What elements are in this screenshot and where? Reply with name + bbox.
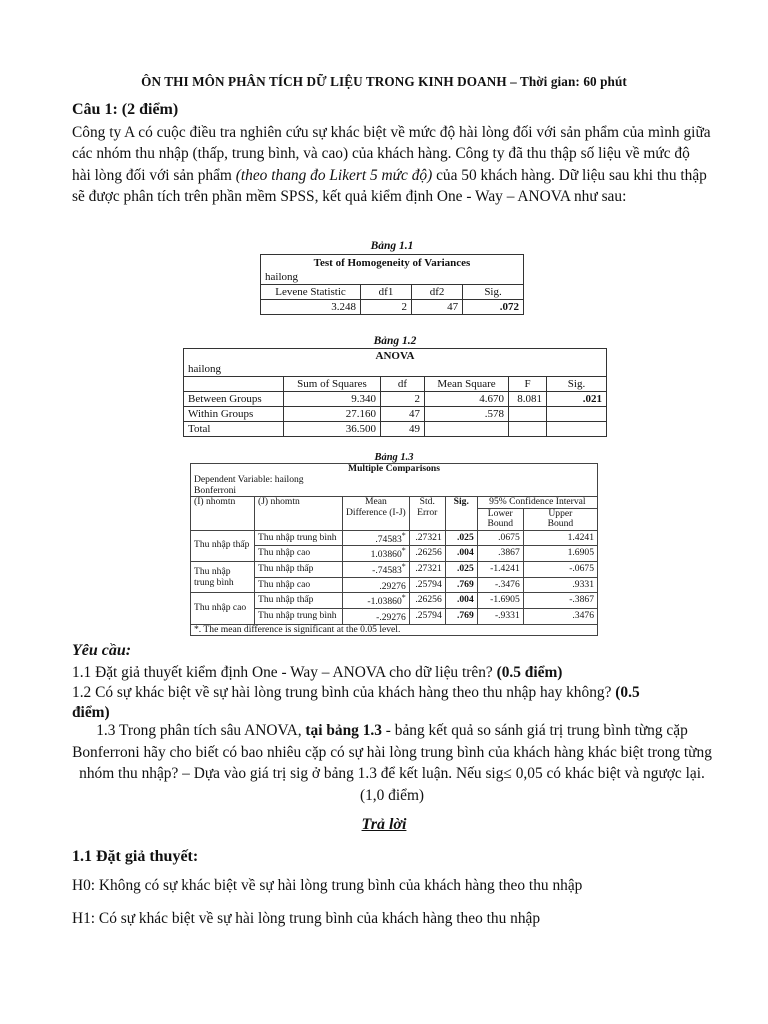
requirement-1-3-text-2: - bảng kết quả so sánh giá trị trung bình từng cặp Bonferroni hãy cho biết có bao nhiêu cặp có sự hài lòng trung bình của khách hàng khác biệt trong từng nhóm thu nhập? – Dựa vào giá trị sig ở bảng 1.3 để kết luận. Nếu sig≤ 0,05 có khác biệt và ngược lại. (1,0 điểm) — [72, 722, 712, 804]
se-cell: .27321 — [409, 561, 445, 577]
intro-text-2: của 50 khách hàng. Dữ liệu sau khi thu thập sẽ được phân tích trên phần mềm SPSS, kết quả kiểm định One - Way – ANOVA như sau: — [72, 166, 707, 206]
significance-star: * — [401, 530, 406, 540]
mean-diff-value: -.29276 — [376, 612, 406, 624]
mean-diff-value: 1.03860 — [370, 549, 402, 561]
table-row — [184, 392, 607, 407]
significance-star: * — [401, 546, 406, 556]
significance-star: * — [401, 593, 406, 603]
row-label: Between Groups — [184, 392, 284, 407]
table-row — [191, 530, 598, 546]
question-1-heading: Câu 1: (2 điểm) — [72, 101, 179, 118]
requirement-1-2-text: 1.2 Có sự khác biệt về sự hài lòng trung bình của khách hàng theo thu nhập hay không? — [72, 684, 616, 701]
sig-header: Sig. — [445, 497, 477, 531]
j-cell: Thu nhập trung bình — [255, 530, 343, 546]
df2-header: df2 — [412, 285, 463, 300]
df2-value: 47 — [412, 300, 463, 315]
requirement-1-3-bold: tại bảng 1.3 — [305, 722, 382, 739]
sig-header: Sig. — [463, 285, 524, 300]
table-anova — [183, 348, 607, 437]
table-1-3-caption: Bảng 1.3 — [374, 452, 414, 463]
f-cell: 8.081 — [509, 392, 547, 407]
ms-cell: 4.670 — [425, 392, 509, 407]
lb-cell: -.3476 — [477, 577, 523, 593]
sig-cell: .769 — [445, 608, 477, 624]
mean-diff-cell — [343, 530, 410, 546]
j-cell: Thu nhập cao — [255, 577, 343, 593]
requirement-1-2-points-2: điểm) — [72, 704, 110, 721]
mean-diff-cell — [343, 593, 410, 609]
j-cell: Thu nhập thấp — [255, 593, 343, 609]
intro-text-1: Công ty A có cuộc điều tra nghiên cứu sự khác biệt về mức độ hài lòng đối với sản phẩm của mình giữa các nhóm thu nhập (thấp, trung bình, và cao) của khách hàng. Công ty đã thu thập số liệu về mức độ hài lòng đối với sản phẩm — [72, 124, 711, 184]
sig-cell: .025 — [445, 530, 477, 546]
ub-cell: -.0675 — [523, 561, 597, 577]
f-header: F — [509, 377, 547, 392]
ms-header: Mean Square — [425, 377, 509, 392]
requirement-1-2-points-1: (0.5 — [615, 684, 640, 701]
hypothesis-h1: H1: Có sự khác biệt về sự hài lòng trung bình của khách hàng theo thu nhập — [72, 910, 541, 927]
lower-bound-header — [477, 508, 523, 530]
anova-corner — [184, 377, 284, 392]
sig-cell: .004 — [445, 593, 477, 609]
lb-cell: .0675 — [477, 530, 523, 546]
sig-cell: .004 — [445, 546, 477, 562]
upper-bound-header-1: Upper — [548, 507, 573, 519]
col-i-header: (I) nhomtn — [191, 497, 255, 531]
df-cell: 2 — [381, 392, 425, 407]
mean-diff-cell — [343, 577, 410, 593]
group-label-high: Thu nhập cao — [191, 593, 255, 624]
sig-cell: .025 — [445, 561, 477, 577]
requirement-1-1-text: 1.1 Đặt giả thuyết kiểm định One - Way – ANOVA cho dữ liệu trên? — [72, 664, 497, 681]
table-1-2-variable: hailong — [184, 363, 607, 377]
ms-cell: .578 — [425, 407, 509, 422]
table-1-1-variable: hailong — [261, 271, 524, 285]
lb-cell: -.9331 — [477, 608, 523, 624]
table-footnote: *. The mean difference is significant at the 0.05 level. — [191, 624, 598, 636]
group-label-mid-2: trung bình — [194, 577, 234, 589]
j-cell: Thu nhập cao — [255, 546, 343, 562]
table-homogeneity — [260, 254, 524, 315]
sig-cell: .769 — [445, 577, 477, 593]
table-1-1-title: Test of Homogeneity of Variances — [261, 255, 524, 271]
ub-cell: 1.4241 — [523, 530, 597, 546]
answer-heading: Trả lời — [361, 816, 407, 833]
mean-diff-header-2: Difference (I-J) — [346, 506, 406, 518]
se-cell: .26256 — [409, 546, 445, 562]
se-cell: .27321 — [409, 530, 445, 546]
exam-title: ÔN THI MÔN PHÂN TÍCH DỮ LIỆU TRONG KINH DOANH – Thời gian: 60 phút — [141, 74, 627, 89]
table-1-3-title: Multiple Comparisons — [191, 464, 598, 475]
ci-header: 95% Confidence Interval — [477, 497, 597, 509]
lb-cell: .3867 — [477, 546, 523, 562]
ss-cell: 36.500 — [284, 422, 381, 437]
row-label: Total — [184, 422, 284, 437]
table-row — [184, 407, 607, 422]
table-multiple-comparisons — [190, 463, 598, 636]
table-row — [191, 561, 598, 577]
sig-cell: .021 — [547, 392, 607, 407]
mean-diff-value: -1.03860 — [367, 596, 402, 608]
mean-diff-header — [343, 497, 410, 531]
se-cell: .25794 — [409, 577, 445, 593]
mean-diff-cell — [343, 608, 410, 624]
upper-bound-header — [523, 508, 597, 530]
col-j-header: (J) nhomtn — [255, 497, 343, 531]
ss-cell: 9.340 — [284, 392, 381, 407]
mean-diff-value: .29276 — [379, 580, 406, 592]
group-label-mid — [191, 561, 255, 592]
sig-cell — [547, 422, 607, 437]
std-error-header — [409, 497, 445, 531]
df1-header: df1 — [361, 285, 412, 300]
levene-header: Levene Statistic — [261, 285, 361, 300]
lb-cell: -1.6905 — [477, 593, 523, 609]
std-error-header-2: Error — [417, 506, 438, 518]
method-label: Bonferroni — [191, 486, 598, 497]
df1-value: 2 — [361, 300, 412, 315]
table-1-1-caption: Bảng 1.1 — [370, 240, 414, 252]
std-error-header-1: Std. — [419, 496, 435, 507]
requirement-1-1-points: (0.5 điểm) — [496, 664, 563, 681]
ss-header: Sum of Squares — [284, 377, 381, 392]
ms-cell — [425, 422, 509, 437]
upper-bound-header-2: Bound — [547, 518, 574, 529]
lower-bound-header-1: Lower — [487, 507, 513, 519]
requirement-1-1 — [72, 663, 562, 683]
mean-diff-value: .74583 — [375, 533, 402, 545]
row-label: Within Groups — [184, 407, 284, 422]
answer-1-1-heading: 1.1 Đặt giả thuyết: — [72, 848, 199, 865]
table-1-2-caption: Bảng 1.2 — [373, 335, 417, 347]
group-label-mid-1: Thu nhập — [194, 566, 231, 578]
lb-cell: -1.4241 — [477, 561, 523, 577]
table-1-2-title: ANOVA — [184, 349, 607, 363]
ss-cell: 27.160 — [284, 407, 381, 422]
mean-diff-cell — [343, 561, 410, 577]
group-label-low: Thu nhập thấp — [191, 530, 255, 561]
mean-diff-cell — [343, 546, 410, 562]
mean-diff-header-1: Mean — [364, 496, 387, 507]
df-cell: 47 — [381, 407, 425, 422]
ub-cell: 1.6905 — [523, 546, 597, 562]
lower-bound-header-2: Bound — [487, 518, 514, 529]
sig-cell — [547, 407, 607, 422]
ub-cell: -.3867 — [523, 593, 597, 609]
intro-italic: (theo thang đo Likert 5 mức độ) — [235, 166, 433, 184]
table-row — [184, 422, 607, 437]
j-cell: Thu nhập thấp — [255, 561, 343, 577]
f-cell — [509, 407, 547, 422]
se-cell: .25794 — [409, 608, 445, 624]
df-cell: 49 — [381, 422, 425, 437]
levene-value: 3.248 — [261, 300, 361, 315]
ub-cell: .3476 — [523, 608, 597, 624]
dependent-variable: Dependent Variable: hailong — [191, 475, 598, 486]
requirement-1-3 — [72, 720, 712, 806]
hypothesis-h0: H0: Không có sự khác biệt về sự hài lòng trung bình của khách hàng theo thu nhập — [72, 877, 583, 894]
sig-header: Sig. — [547, 377, 607, 392]
significance-star: * — [401, 561, 406, 571]
ub-cell: .9331 — [523, 577, 597, 593]
requirement-1-3-text-1: 1.3 Trong phân tích sâu ANOVA, — [96, 722, 306, 739]
mean-diff-value: -.74583 — [372, 565, 402, 577]
f-cell — [509, 422, 547, 437]
question-1-intro — [72, 122, 712, 208]
df-header: df — [381, 377, 425, 392]
j-cell: Thu nhập trung bình — [255, 608, 343, 624]
requirement-1-2 — [72, 683, 712, 723]
table-row — [191, 593, 598, 609]
requirements-heading: Yêu cầu: — [72, 642, 132, 659]
sig-value: .072 — [463, 300, 524, 315]
se-cell: .26256 — [409, 593, 445, 609]
